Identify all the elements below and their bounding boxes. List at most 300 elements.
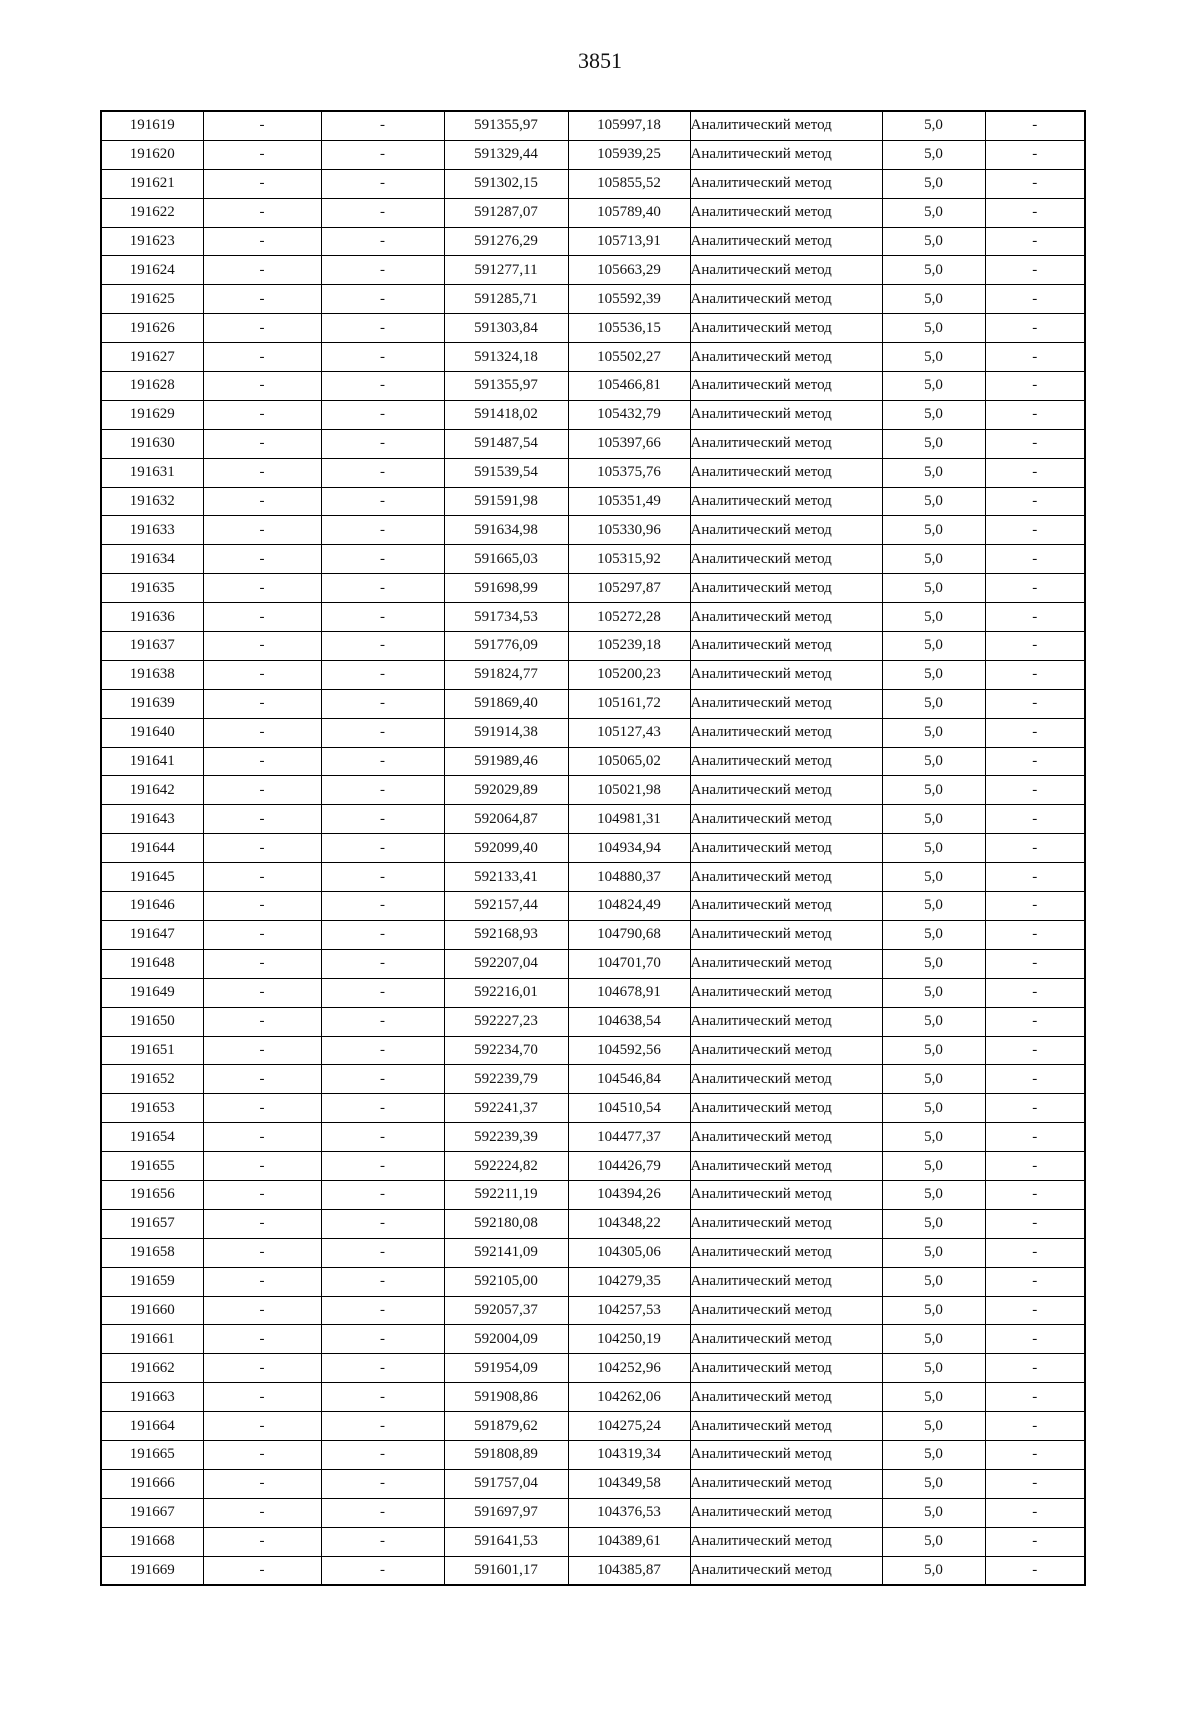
point-number-cell: 191638 <box>101 660 203 689</box>
empty-value-cell: - <box>321 140 444 169</box>
point-number-cell: 191619 <box>101 111 203 140</box>
y-coordinate-cell: 104638,54 <box>568 1007 690 1036</box>
x-coordinate-cell: 591808,89 <box>444 1440 568 1469</box>
empty-value-cell: - <box>985 1556 1085 1585</box>
accuracy-cell: 5,0 <box>882 1238 985 1267</box>
empty-value-cell: - <box>985 1498 1085 1527</box>
accuracy-cell: 5,0 <box>882 1296 985 1325</box>
y-coordinate-cell: 104546,84 <box>568 1065 690 1094</box>
table-row <box>101 1527 1085 1556</box>
table-row <box>101 1065 1085 1094</box>
empty-value-cell: - <box>985 920 1085 949</box>
y-coordinate-cell: 105713,91 <box>568 227 690 256</box>
empty-value-cell: - <box>985 747 1085 776</box>
accuracy-cell: 5,0 <box>882 574 985 603</box>
empty-value-cell: - <box>985 1152 1085 1181</box>
accuracy-cell: 5,0 <box>882 256 985 285</box>
empty-value-cell: - <box>203 1180 321 1209</box>
point-number-cell: 191668 <box>101 1527 203 1556</box>
point-number-cell: 191656 <box>101 1180 203 1209</box>
method-cell: Аналитический метод <box>690 1065 882 1094</box>
method-cell: Аналитический метод <box>690 314 882 343</box>
empty-value-cell: - <box>321 1498 444 1527</box>
coordinates-table <box>100 110 1086 1586</box>
empty-value-cell: - <box>985 545 1085 574</box>
accuracy-cell: 5,0 <box>882 1412 985 1441</box>
empty-value-cell: - <box>203 1469 321 1498</box>
empty-value-cell: - <box>321 1094 444 1123</box>
empty-value-cell: - <box>985 314 1085 343</box>
method-cell: Аналитический метод <box>690 1556 882 1585</box>
empty-value-cell: - <box>321 1325 444 1354</box>
point-number-cell: 191639 <box>101 689 203 718</box>
table-row <box>101 603 1085 632</box>
point-number-cell: 191660 <box>101 1296 203 1325</box>
empty-value-cell: - <box>203 198 321 227</box>
point-number-cell: 191631 <box>101 458 203 487</box>
accuracy-cell: 5,0 <box>882 920 985 949</box>
empty-value-cell: - <box>203 747 321 776</box>
point-number-cell: 191622 <box>101 198 203 227</box>
x-coordinate-cell: 591539,54 <box>444 458 568 487</box>
empty-value-cell: - <box>985 1209 1085 1238</box>
x-coordinate-cell: 591641,53 <box>444 1527 568 1556</box>
accuracy-cell: 5,0 <box>882 1527 985 1556</box>
y-coordinate-cell: 105789,40 <box>568 198 690 227</box>
method-cell: Аналитический метод <box>690 978 882 1007</box>
y-coordinate-cell: 104275,24 <box>568 1412 690 1441</box>
accuracy-cell: 5,0 <box>882 1267 985 1296</box>
empty-value-cell: - <box>203 1498 321 1527</box>
accuracy-cell: 5,0 <box>882 805 985 834</box>
x-coordinate-cell: 591487,54 <box>444 429 568 458</box>
empty-value-cell: - <box>321 1036 444 1065</box>
method-cell: Аналитический метод <box>690 198 882 227</box>
empty-value-cell: - <box>321 516 444 545</box>
empty-value-cell: - <box>985 1440 1085 1469</box>
table-row <box>101 660 1085 689</box>
x-coordinate-cell: 591418,02 <box>444 400 568 429</box>
table-row <box>101 1354 1085 1383</box>
empty-value-cell: - <box>203 1354 321 1383</box>
empty-value-cell: - <box>985 660 1085 689</box>
accuracy-cell: 5,0 <box>882 487 985 516</box>
table-row <box>101 1209 1085 1238</box>
point-number-cell: 191643 <box>101 805 203 834</box>
empty-value-cell: - <box>321 747 444 776</box>
method-cell: Аналитический метод <box>690 458 882 487</box>
empty-value-cell: - <box>321 285 444 314</box>
x-coordinate-cell: 591285,71 <box>444 285 568 314</box>
point-number-cell: 191662 <box>101 1354 203 1383</box>
table-row <box>101 1469 1085 1498</box>
accuracy-cell: 5,0 <box>882 227 985 256</box>
point-number-cell: 191634 <box>101 545 203 574</box>
empty-value-cell: - <box>321 343 444 372</box>
accuracy-cell: 5,0 <box>882 776 985 805</box>
accuracy-cell: 5,0 <box>882 1209 985 1238</box>
x-coordinate-cell: 592141,09 <box>444 1238 568 1267</box>
method-cell: Аналитический метод <box>690 1152 882 1181</box>
empty-value-cell: - <box>203 632 321 661</box>
y-coordinate-cell: 105466,81 <box>568 372 690 401</box>
table-row <box>101 978 1085 1007</box>
table-row <box>101 487 1085 516</box>
y-coordinate-cell: 104262,06 <box>568 1383 690 1412</box>
table-row <box>101 1123 1085 1152</box>
table-row <box>101 834 1085 863</box>
point-number-cell: 191651 <box>101 1036 203 1065</box>
table-row <box>101 256 1085 285</box>
x-coordinate-cell: 592239,79 <box>444 1065 568 1094</box>
accuracy-cell: 5,0 <box>882 834 985 863</box>
method-cell: Аналитический метод <box>690 1267 882 1296</box>
method-cell: Аналитический метод <box>690 632 882 661</box>
x-coordinate-cell: 591355,97 <box>444 111 568 140</box>
empty-value-cell: - <box>203 516 321 545</box>
y-coordinate-cell: 104477,37 <box>568 1123 690 1152</box>
point-number-cell: 191659 <box>101 1267 203 1296</box>
point-number-cell: 191640 <box>101 718 203 747</box>
table-row <box>101 1094 1085 1123</box>
empty-value-cell: - <box>321 689 444 718</box>
method-cell: Аналитический метод <box>690 227 882 256</box>
y-coordinate-cell: 105397,66 <box>568 429 690 458</box>
y-coordinate-cell: 104376,53 <box>568 1498 690 1527</box>
y-coordinate-cell: 104824,49 <box>568 892 690 921</box>
empty-value-cell: - <box>321 1412 444 1441</box>
method-cell: Аналитический метод <box>690 1209 882 1238</box>
table-row <box>101 1180 1085 1209</box>
empty-value-cell: - <box>321 314 444 343</box>
x-coordinate-cell: 591824,77 <box>444 660 568 689</box>
empty-value-cell: - <box>203 227 321 256</box>
table-row <box>101 458 1085 487</box>
empty-value-cell: - <box>203 949 321 978</box>
x-coordinate-cell: 591355,97 <box>444 372 568 401</box>
x-coordinate-cell: 592180,08 <box>444 1209 568 1238</box>
empty-value-cell: - <box>985 1354 1085 1383</box>
x-coordinate-cell: 591591,98 <box>444 487 568 516</box>
empty-value-cell: - <box>321 400 444 429</box>
method-cell: Аналитический метод <box>690 805 882 834</box>
method-cell: Аналитический метод <box>690 603 882 632</box>
empty-value-cell: - <box>985 863 1085 892</box>
empty-value-cell: - <box>203 343 321 372</box>
table-row <box>101 227 1085 256</box>
method-cell: Аналитический метод <box>690 429 882 458</box>
y-coordinate-cell: 104319,34 <box>568 1440 690 1469</box>
point-number-cell: 191637 <box>101 632 203 661</box>
empty-value-cell: - <box>985 689 1085 718</box>
table-row <box>101 718 1085 747</box>
y-coordinate-cell: 104250,19 <box>568 1325 690 1354</box>
x-coordinate-cell: 591665,03 <box>444 545 568 574</box>
empty-value-cell: - <box>203 574 321 603</box>
point-number-cell: 191628 <box>101 372 203 401</box>
table-row <box>101 632 1085 661</box>
x-coordinate-cell: 591302,15 <box>444 169 568 198</box>
x-coordinate-cell: 592211,19 <box>444 1180 568 1209</box>
accuracy-cell: 5,0 <box>882 1036 985 1065</box>
empty-value-cell: - <box>985 1094 1085 1123</box>
x-coordinate-cell: 592207,04 <box>444 949 568 978</box>
y-coordinate-cell: 105315,92 <box>568 545 690 574</box>
point-number-cell: 191646 <box>101 892 203 921</box>
accuracy-cell: 5,0 <box>882 140 985 169</box>
point-number-cell: 191658 <box>101 1238 203 1267</box>
point-number-cell: 191641 <box>101 747 203 776</box>
accuracy-cell: 5,0 <box>882 1180 985 1209</box>
point-number-cell: 191625 <box>101 285 203 314</box>
y-coordinate-cell: 104981,31 <box>568 805 690 834</box>
empty-value-cell: - <box>203 689 321 718</box>
empty-value-cell: - <box>321 545 444 574</box>
accuracy-cell: 5,0 <box>882 892 985 921</box>
empty-value-cell: - <box>985 1296 1085 1325</box>
x-coordinate-cell: 591698,99 <box>444 574 568 603</box>
empty-value-cell: - <box>321 1556 444 1585</box>
method-cell: Аналитический метод <box>690 776 882 805</box>
empty-value-cell: - <box>985 256 1085 285</box>
empty-value-cell: - <box>203 1325 321 1354</box>
accuracy-cell: 5,0 <box>882 400 985 429</box>
table-row <box>101 1412 1085 1441</box>
method-cell: Аналитический метод <box>690 256 882 285</box>
table-row <box>101 1296 1085 1325</box>
x-coordinate-cell: 591601,17 <box>444 1556 568 1585</box>
point-number-cell: 191666 <box>101 1469 203 1498</box>
method-cell: Аналитический метод <box>690 574 882 603</box>
accuracy-cell: 5,0 <box>882 1065 985 1094</box>
point-number-cell: 191635 <box>101 574 203 603</box>
y-coordinate-cell: 105592,39 <box>568 285 690 314</box>
y-coordinate-cell: 104252,96 <box>568 1354 690 1383</box>
empty-value-cell: - <box>985 1180 1085 1209</box>
empty-value-cell: - <box>203 140 321 169</box>
method-cell: Аналитический метод <box>690 516 882 545</box>
method-cell: Аналитический метод <box>690 1412 882 1441</box>
point-number-cell: 191621 <box>101 169 203 198</box>
empty-value-cell: - <box>321 863 444 892</box>
point-number-cell: 191630 <box>101 429 203 458</box>
empty-value-cell: - <box>985 978 1085 1007</box>
empty-value-cell: - <box>321 1383 444 1412</box>
empty-value-cell: - <box>321 920 444 949</box>
y-coordinate-cell: 105239,18 <box>568 632 690 661</box>
x-coordinate-cell: 591287,07 <box>444 198 568 227</box>
table-row <box>101 747 1085 776</box>
empty-value-cell: - <box>985 429 1085 458</box>
empty-value-cell: - <box>985 487 1085 516</box>
point-number-cell: 191665 <box>101 1440 203 1469</box>
x-coordinate-cell: 592241,37 <box>444 1094 568 1123</box>
empty-value-cell: - <box>321 169 444 198</box>
table-row <box>101 776 1085 805</box>
empty-value-cell: - <box>321 1296 444 1325</box>
table-row <box>101 1007 1085 1036</box>
x-coordinate-cell: 592157,44 <box>444 892 568 921</box>
y-coordinate-cell: 105502,27 <box>568 343 690 372</box>
y-coordinate-cell: 105432,79 <box>568 400 690 429</box>
empty-value-cell: - <box>985 516 1085 545</box>
empty-value-cell: - <box>985 111 1085 140</box>
point-number-cell: 191648 <box>101 949 203 978</box>
table-row <box>101 689 1085 718</box>
accuracy-cell: 5,0 <box>882 1094 985 1123</box>
empty-value-cell: - <box>203 718 321 747</box>
x-coordinate-cell: 592105,00 <box>444 1267 568 1296</box>
empty-value-cell: - <box>321 198 444 227</box>
table-row <box>101 400 1085 429</box>
x-coordinate-cell: 591324,18 <box>444 343 568 372</box>
x-coordinate-cell: 592168,93 <box>444 920 568 949</box>
empty-value-cell: - <box>321 1527 444 1556</box>
accuracy-cell: 5,0 <box>882 718 985 747</box>
table-row <box>101 1440 1085 1469</box>
accuracy-cell: 5,0 <box>882 978 985 1007</box>
empty-value-cell: - <box>985 1383 1085 1412</box>
accuracy-cell: 5,0 <box>882 1152 985 1181</box>
y-coordinate-cell: 105375,76 <box>568 458 690 487</box>
point-number-cell: 191657 <box>101 1209 203 1238</box>
empty-value-cell: - <box>203 920 321 949</box>
empty-value-cell: - <box>321 1267 444 1296</box>
empty-value-cell: - <box>985 227 1085 256</box>
y-coordinate-cell: 104701,70 <box>568 949 690 978</box>
table-row <box>101 574 1085 603</box>
x-coordinate-cell: 592239,39 <box>444 1123 568 1152</box>
table-row <box>101 429 1085 458</box>
point-number-cell: 191664 <box>101 1412 203 1441</box>
accuracy-cell: 5,0 <box>882 458 985 487</box>
empty-value-cell: - <box>321 227 444 256</box>
table-row <box>101 198 1085 227</box>
x-coordinate-cell: 592064,87 <box>444 805 568 834</box>
table-row <box>101 949 1085 978</box>
empty-value-cell: - <box>985 805 1085 834</box>
x-coordinate-cell: 591757,04 <box>444 1469 568 1498</box>
point-number-cell: 191620 <box>101 140 203 169</box>
table-row <box>101 169 1085 198</box>
accuracy-cell: 5,0 <box>882 1556 985 1585</box>
point-number-cell: 191669 <box>101 1556 203 1585</box>
empty-value-cell: - <box>321 458 444 487</box>
empty-value-cell: - <box>203 372 321 401</box>
empty-value-cell: - <box>203 834 321 863</box>
accuracy-cell: 5,0 <box>882 111 985 140</box>
point-number-cell: 191632 <box>101 487 203 516</box>
empty-value-cell: - <box>203 603 321 632</box>
empty-value-cell: - <box>985 372 1085 401</box>
table-row <box>101 314 1085 343</box>
table-row <box>101 805 1085 834</box>
empty-value-cell: - <box>985 834 1085 863</box>
table-row <box>101 863 1085 892</box>
x-coordinate-cell: 591954,09 <box>444 1354 568 1383</box>
empty-value-cell: - <box>985 1267 1085 1296</box>
y-coordinate-cell: 104349,58 <box>568 1469 690 1498</box>
accuracy-cell: 5,0 <box>882 169 985 198</box>
accuracy-cell: 5,0 <box>882 1325 985 1354</box>
method-cell: Аналитический метод <box>690 487 882 516</box>
x-coordinate-cell: 592029,89 <box>444 776 568 805</box>
x-coordinate-cell: 591989,46 <box>444 747 568 776</box>
point-number-cell: 191642 <box>101 776 203 805</box>
method-cell: Аналитический метод <box>690 920 882 949</box>
table-body <box>101 111 1085 1585</box>
y-coordinate-cell: 104348,22 <box>568 1209 690 1238</box>
y-coordinate-cell: 105200,23 <box>568 660 690 689</box>
method-cell: Аналитический метод <box>690 1296 882 1325</box>
point-number-cell: 191661 <box>101 1325 203 1354</box>
y-coordinate-cell: 104510,54 <box>568 1094 690 1123</box>
empty-value-cell: - <box>985 632 1085 661</box>
empty-value-cell: - <box>321 1469 444 1498</box>
y-coordinate-cell: 104426,79 <box>568 1152 690 1181</box>
page-number: 3851 <box>578 48 622 73</box>
method-cell: Аналитический метод <box>690 689 882 718</box>
method-cell: Аналитический метод <box>690 1007 882 1036</box>
empty-value-cell: - <box>985 140 1085 169</box>
empty-value-cell: - <box>985 285 1085 314</box>
empty-value-cell: - <box>203 1440 321 1469</box>
empty-value-cell: - <box>203 776 321 805</box>
method-cell: Аналитический метод <box>690 1469 882 1498</box>
accuracy-cell: 5,0 <box>882 689 985 718</box>
x-coordinate-cell: 591869,40 <box>444 689 568 718</box>
accuracy-cell: 5,0 <box>882 949 985 978</box>
x-coordinate-cell: 592004,09 <box>444 1325 568 1354</box>
y-coordinate-cell: 105161,72 <box>568 689 690 718</box>
x-coordinate-cell: 592099,40 <box>444 834 568 863</box>
accuracy-cell: 5,0 <box>882 1383 985 1412</box>
point-number-cell: 191626 <box>101 314 203 343</box>
empty-value-cell: - <box>321 1354 444 1383</box>
empty-value-cell: - <box>203 285 321 314</box>
empty-value-cell: - <box>203 1556 321 1585</box>
method-cell: Аналитический метод <box>690 718 882 747</box>
empty-value-cell: - <box>203 314 321 343</box>
y-coordinate-cell: 104790,68 <box>568 920 690 949</box>
x-coordinate-cell: 591277,11 <box>444 256 568 285</box>
empty-value-cell: - <box>321 111 444 140</box>
y-coordinate-cell: 105663,29 <box>568 256 690 285</box>
y-coordinate-cell: 105351,49 <box>568 487 690 516</box>
table-row <box>101 1383 1085 1412</box>
method-cell: Аналитический метод <box>690 343 882 372</box>
table-row <box>101 111 1085 140</box>
table-row <box>101 545 1085 574</box>
empty-value-cell: - <box>985 718 1085 747</box>
method-cell: Аналитический метод <box>690 892 882 921</box>
empty-value-cell: - <box>321 1440 444 1469</box>
x-coordinate-cell: 591634,98 <box>444 516 568 545</box>
point-number-cell: 191652 <box>101 1065 203 1094</box>
empty-value-cell: - <box>321 949 444 978</box>
empty-value-cell: - <box>985 1412 1085 1441</box>
method-cell: Аналитический метод <box>690 834 882 863</box>
method-cell: Аналитический метод <box>690 1325 882 1354</box>
empty-value-cell: - <box>203 1238 321 1267</box>
y-coordinate-cell: 104389,61 <box>568 1527 690 1556</box>
y-coordinate-cell: 105855,52 <box>568 169 690 198</box>
empty-value-cell: - <box>985 400 1085 429</box>
method-cell: Аналитический метод <box>690 1527 882 1556</box>
empty-value-cell: - <box>203 1036 321 1065</box>
y-coordinate-cell: 105127,43 <box>568 718 690 747</box>
point-number-cell: 191650 <box>101 1007 203 1036</box>
